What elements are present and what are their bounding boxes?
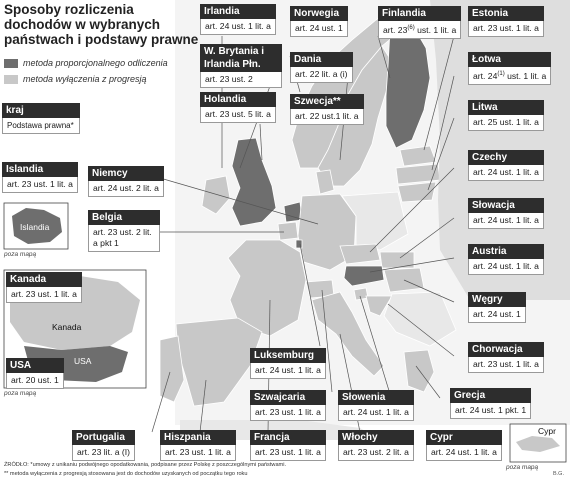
law-reference: art. 22 ust.1 lit. a	[290, 109, 364, 125]
callout-kanada	[6, 272, 82, 303]
country-name: Grecja	[450, 388, 531, 403]
callout-cypr	[426, 430, 502, 461]
callout-wegry	[468, 292, 526, 323]
legend-swatch-light	[4, 75, 18, 84]
callout-wbrytania	[200, 44, 282, 88]
law-reference-suffix: ust. 1 lit. a	[504, 70, 547, 81]
callout-niemcy	[88, 166, 164, 197]
country-name: Kanada	[6, 272, 82, 287]
callout-lotwa	[468, 52, 551, 85]
callout-norwegia	[290, 6, 348, 37]
law-reference-suffix: ust. 1 lit. a	[414, 24, 457, 35]
country-name: Szwecja**	[290, 94, 364, 109]
law-reference: art. 23 ust. 5 lit. a	[200, 107, 276, 123]
country-name: Luksemburg	[250, 348, 326, 363]
canada-map-label: Kanada	[52, 322, 82, 332]
country-name: Słowenia	[338, 390, 414, 405]
country-name: Holandia	[200, 92, 276, 107]
country-name: Cypr	[426, 430, 502, 445]
off-map-caption: poza mapą	[506, 464, 539, 471]
country-name: Szwajcaria	[250, 390, 326, 405]
law-reference-superscript: (1)	[497, 71, 505, 77]
law-reference: art. 23 ust. 2	[200, 72, 282, 88]
country-name: Dania	[290, 52, 353, 67]
country-name: Niemcy	[88, 166, 164, 181]
law-reference: art. 25 ust. 1 lit. a	[468, 115, 544, 131]
key-law-label: Podstawa prawna*	[2, 118, 80, 134]
country-name: Hiszpania	[160, 430, 236, 445]
estonia-shape	[400, 146, 436, 166]
country-name: Włochy	[338, 430, 414, 445]
cyprus-map-label: Cypr	[538, 426, 556, 436]
country-name: Irlandia	[200, 4, 276, 19]
legend-label: metoda wyłączenia z progresją	[23, 74, 147, 84]
country-name: Chorwacja	[468, 342, 544, 357]
country-name: USA	[6, 358, 64, 373]
law-reference: art. 22 lit. a (i)	[290, 67, 353, 83]
country-name: Austria	[468, 244, 544, 259]
country-name: Norwegia	[290, 6, 348, 21]
callout-slowacja	[468, 198, 544, 229]
callout-szwajcaria	[250, 390, 326, 421]
usa-map-label: USA	[74, 356, 92, 366]
legend-item-proportional	[4, 58, 168, 68]
callout-wlochy	[338, 430, 414, 461]
czechia-shape	[340, 244, 380, 264]
law-reference: art. 24 ust. 1 lit. a	[250, 363, 326, 379]
iceland-map-label: Islandia	[20, 222, 50, 232]
law-reference: art. 23 ust. 1 lit. a	[250, 405, 326, 421]
law-reference: art. 24 ust. 1	[290, 21, 348, 37]
law-reference: art. 24 ust. 1 lit. a	[468, 213, 544, 229]
law-reference: art. 24 ust. 1	[468, 307, 526, 323]
law-reference: art. 23 lit. a (I)	[72, 445, 135, 461]
callout-chorwacja	[468, 342, 544, 373]
country-name: Francja	[250, 430, 326, 445]
callout-grecja	[450, 388, 531, 419]
law-reference: art. 24 ust. 1 pkt. 1	[450, 403, 531, 419]
country-name: Węgry	[468, 292, 526, 307]
luxembourg-shape	[296, 240, 302, 248]
law-reference: art. 20 ust. 1	[6, 373, 64, 389]
callout-szwecja	[290, 94, 364, 125]
latvia-shape	[396, 164, 440, 184]
law-reference-superscript: (6)	[407, 25, 415, 31]
callout-islandia	[2, 162, 78, 193]
off-map-caption: poza mapą	[4, 390, 37, 397]
belgium-shape	[278, 222, 298, 240]
law-reference: art. 23 ust. 1 lit. a	[468, 357, 544, 373]
law-reference: art. 24 ust. 1 lit. a	[468, 165, 544, 181]
callout-usa	[6, 358, 64, 389]
law-reference: art. 23 ust. 1 lit. a	[250, 445, 326, 461]
country-name: W. Brytania i Irlandia Płn.	[200, 44, 282, 72]
country-name: Islandia	[2, 162, 78, 177]
law-reference: art. 23 ust. 2 lit. a pkt 1	[88, 225, 160, 252]
legend-swatch-dark	[4, 59, 18, 68]
law-reference: art. 23 ust. 1 lit. a	[2, 177, 78, 193]
country-name: Łotwa	[468, 52, 551, 67]
infographic-title: Sposoby rozliczenia dochodów w wybranych państwach i podstawy prawne	[4, 2, 199, 47]
country-name: Belgia	[88, 210, 160, 225]
callout-estonia	[468, 6, 544, 37]
callout-holandia	[200, 92, 276, 123]
legend-item-exemption	[4, 74, 147, 84]
law-reference: art. 24 ust. 1 lit. a	[426, 445, 502, 461]
callout-luksemburg	[250, 348, 326, 379]
law-reference: art. 23 ust. 1 lit. a	[160, 445, 236, 461]
country-name: Estonia	[468, 6, 544, 21]
callout-belgia	[88, 210, 160, 252]
law-reference: art. 24 ust. 1 lit. a	[338, 405, 414, 421]
country-name: Słowacja	[468, 198, 544, 213]
callout-slowenia	[338, 390, 414, 421]
callout-irlandia	[200, 4, 276, 35]
law-reference-main: art. 23	[383, 24, 408, 35]
law-reference: art. 23 ust. 2 lit. a	[338, 445, 414, 461]
callout-francja	[250, 430, 326, 461]
law-reference: art. 23 ust. 1 lit. a	[6, 287, 82, 303]
key-country-label: kraj	[2, 103, 80, 118]
law-reference: art. 24 ust. 2 lit. a	[88, 181, 164, 197]
law-reference: art. 24 ust. 1 lit. a	[200, 19, 276, 35]
country-name: Portugalia	[72, 430, 135, 445]
callout-litwa	[468, 100, 544, 131]
law-reference-main: art. 24	[473, 70, 498, 81]
country-name: Finlandia	[378, 6, 461, 21]
law-reference	[378, 21, 461, 39]
callout-finlandia	[378, 6, 461, 39]
author-credit: B.G.	[552, 471, 564, 477]
callout-czechy	[468, 150, 544, 181]
footnote: ** metoda wyłączenia z progresją stosowana jest do dochodów uzyskanych od początku tego roku	[4, 471, 248, 477]
callout-hiszpania	[160, 430, 236, 461]
legend-key	[2, 103, 80, 134]
legend-label: metoda proporcjonalnego odliczenia	[23, 58, 168, 68]
source-note: ŹRÓDŁO: *umowy z unikaniu podwójnego opodatkowania, podpisane przez Polskę z poszczególnymi państwami.	[4, 462, 287, 468]
callout-dania	[290, 52, 353, 83]
callout-portugalia	[72, 430, 135, 461]
country-name: Czechy	[468, 150, 544, 165]
law-reference: art. 24 ust. 1 lit. a	[468, 259, 544, 275]
law-reference: art. 23 ust. 1 lit. a	[468, 21, 544, 37]
country-name: Litwa	[468, 100, 544, 115]
callout-austria	[468, 244, 544, 275]
off-map-caption: poza mapą	[4, 251, 37, 258]
law-reference	[468, 67, 551, 85]
